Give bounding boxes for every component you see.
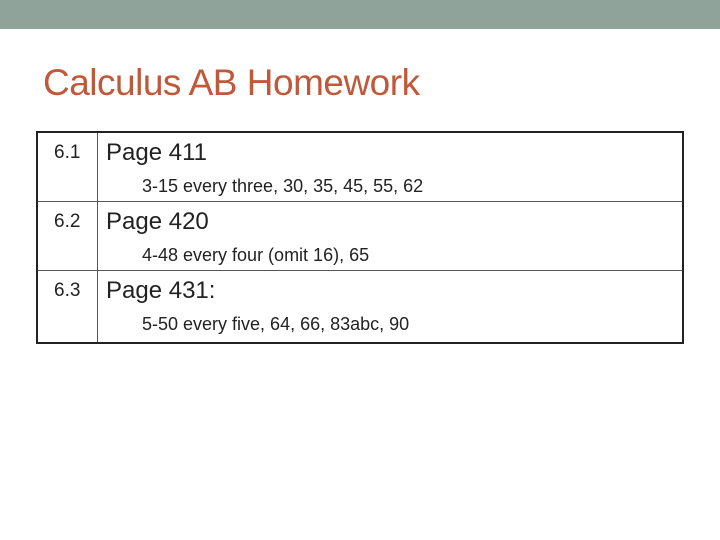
homework-table bbox=[36, 131, 684, 344]
problem-list: 3-15 every three, 30, 35, 45, 55, 62 bbox=[142, 176, 424, 196]
section-number: 6.2 bbox=[38, 202, 98, 270]
section-number: 6.1 bbox=[38, 133, 98, 201]
homework-row bbox=[38, 202, 682, 271]
top-accent-bar bbox=[0, 0, 720, 29]
problem-list: 4-48 every four (omit 16), 65 bbox=[142, 245, 370, 265]
slide-title: Calculus AB Homework bbox=[43, 62, 420, 103]
page-reference: Page 420 bbox=[106, 208, 209, 235]
homework-row bbox=[38, 271, 682, 342]
problem-list: 5-50 every five, 64, 66, 83abc, 90 bbox=[142, 314, 410, 334]
section-number: 6.3 bbox=[38, 271, 98, 342]
page-reference: Page 411 bbox=[106, 139, 207, 166]
page-reference: Page 431: bbox=[106, 277, 216, 304]
homework-row bbox=[38, 133, 682, 202]
